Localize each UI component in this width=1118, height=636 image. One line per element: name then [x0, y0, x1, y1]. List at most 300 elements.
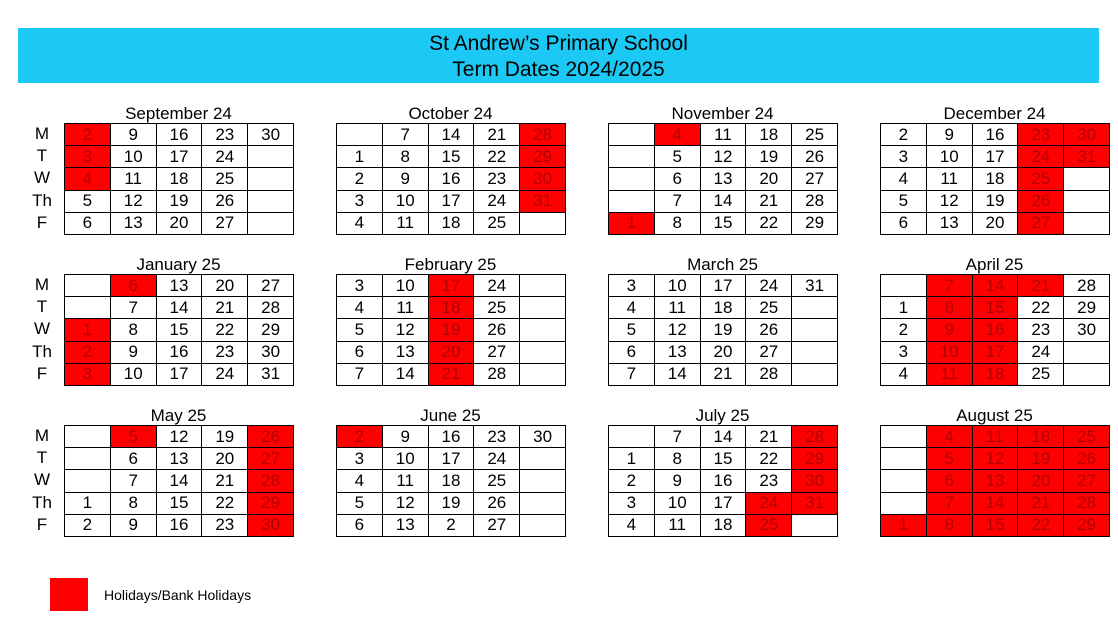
week-row: [609, 275, 838, 297]
date-cell: 5: [65, 190, 111, 212]
date-cell: [881, 448, 927, 470]
date-cell: 16: [972, 124, 1018, 146]
week-row: [609, 426, 838, 448]
holiday-date-cell: 19: [1018, 448, 1064, 470]
holiday-date-cell: 28: [520, 124, 566, 146]
month-calendar: [64, 404, 293, 537]
holiday-date-cell: 14: [972, 275, 1018, 297]
date-cell: 20: [972, 212, 1018, 234]
month-title: November 24: [671, 104, 774, 123]
month-calendar: [608, 404, 837, 537]
date-cell: [1064, 212, 1110, 234]
date-cell: 29: [1064, 297, 1110, 319]
week-row: [609, 168, 838, 190]
week-row: [65, 124, 294, 146]
date-cell: 17: [700, 492, 746, 514]
date-cell: [609, 124, 655, 146]
holiday-date-cell: 11: [926, 363, 972, 385]
date-cell: [520, 514, 566, 536]
date-cell: [248, 212, 294, 234]
date-cell: 12: [110, 190, 156, 212]
date-cell: 12: [654, 319, 700, 341]
date-cell: 8: [110, 492, 156, 514]
date-cell: 18: [746, 124, 792, 146]
date-cell: [792, 363, 838, 385]
date-cell: 18: [700, 514, 746, 536]
date-cell: [65, 470, 111, 492]
weekday-label: M: [34, 275, 50, 294]
week-row: [609, 319, 838, 341]
week-row: [65, 514, 294, 536]
week-row: [881, 341, 1110, 363]
week-row: [337, 212, 566, 234]
date-cell: [792, 514, 838, 536]
date-cell: 5: [654, 146, 700, 168]
date-cell: 11: [382, 297, 428, 319]
date-cell: 11: [700, 124, 746, 146]
date-cell: 22: [202, 492, 248, 514]
date-cell: [881, 492, 927, 514]
date-cell: 13: [156, 275, 202, 297]
date-cell: 3: [609, 492, 655, 514]
date-cell: 26: [792, 146, 838, 168]
date-cell: 17: [972, 146, 1018, 168]
date-cell: 2: [881, 319, 927, 341]
month-calendar: [608, 102, 837, 235]
month-table: [64, 425, 294, 537]
holiday-date-cell: 23: [1018, 124, 1064, 146]
holiday-date-cell: 20: [428, 341, 474, 363]
week-row: [609, 190, 838, 212]
month-calendar: [336, 102, 565, 235]
date-cell: 17: [156, 146, 202, 168]
holiday-date-cell: 19: [428, 319, 474, 341]
month-title: September 24: [125, 104, 232, 123]
holiday-date-cell: 31: [520, 190, 566, 212]
week-row: [65, 275, 294, 297]
date-cell: 6: [337, 514, 383, 536]
holiday-date-cell: 13: [972, 470, 1018, 492]
weekday-label: F: [36, 212, 48, 232]
holiday-date-cell: 25: [1064, 426, 1110, 448]
date-cell: 7: [382, 124, 428, 146]
holiday-date-cell: 27: [248, 448, 294, 470]
date-cell: 10: [926, 146, 972, 168]
date-cell: [65, 275, 111, 297]
date-cell: 1: [881, 297, 927, 319]
week-row: [609, 124, 838, 146]
week-row: [337, 426, 566, 448]
month-table: [336, 274, 566, 386]
month-table: [336, 425, 566, 537]
week-row: [65, 168, 294, 190]
date-cell: 16: [428, 168, 474, 190]
legend-label: Holidays/Bank Holidays: [104, 587, 252, 603]
week-row: [337, 470, 566, 492]
weekday-label: M: [34, 124, 50, 143]
date-cell: 12: [156, 426, 202, 448]
date-cell: 13: [382, 341, 428, 363]
date-cell: 28: [746, 363, 792, 385]
date-cell: 26: [474, 319, 520, 341]
week-row: [65, 426, 294, 448]
holiday-date-cell: 2: [65, 341, 111, 363]
holiday-date-cell: 8: [926, 514, 972, 536]
date-cell: 25: [474, 212, 520, 234]
date-cell: [520, 275, 566, 297]
holiday-date-cell: 6: [110, 275, 156, 297]
month-table: [880, 274, 1110, 386]
date-cell: 7: [654, 190, 700, 212]
week-row: [337, 363, 566, 385]
date-cell: 2: [609, 470, 655, 492]
week-row: [881, 514, 1110, 536]
weekday-label: Th: [32, 341, 52, 361]
holiday-date-cell: 22: [1018, 514, 1064, 536]
date-cell: [609, 168, 655, 190]
date-cell: 6: [654, 168, 700, 190]
legend-holiday-swatch: [50, 578, 88, 611]
holiday-date-cell: 28: [792, 426, 838, 448]
date-cell: 3: [881, 341, 927, 363]
month-title: June 25: [420, 406, 481, 425]
month-title: January 25: [136, 255, 221, 274]
date-cell: 9: [654, 470, 700, 492]
date-cell: [520, 363, 566, 385]
date-cell: 19: [746, 146, 792, 168]
week-row: [609, 470, 838, 492]
weekday-label: M: [34, 426, 50, 445]
date-cell: 5: [337, 319, 383, 341]
holiday-date-cell: 7: [926, 275, 972, 297]
date-cell: 19: [700, 319, 746, 341]
date-cell: 14: [428, 124, 474, 146]
holiday-date-cell: 3: [65, 363, 111, 385]
date-cell: 6: [110, 448, 156, 470]
date-cell: 18: [428, 212, 474, 234]
date-cell: 4: [881, 168, 927, 190]
date-cell: 20: [700, 341, 746, 363]
date-cell: [792, 341, 838, 363]
holiday-date-cell: 30: [248, 514, 294, 536]
weekday-label: F: [36, 514, 48, 534]
date-cell: [881, 470, 927, 492]
weekday-labels: [22, 425, 62, 536]
date-cell: 23: [202, 341, 248, 363]
date-cell: 14: [382, 363, 428, 385]
date-cell: 14: [156, 297, 202, 319]
date-cell: 25: [202, 168, 248, 190]
date-cell: 16: [428, 426, 474, 448]
date-cell: 1: [609, 448, 655, 470]
date-cell: 27: [474, 514, 520, 536]
holiday-date-cell: 21: [428, 363, 474, 385]
date-cell: 24: [1018, 341, 1064, 363]
month-calendar: [880, 404, 1109, 537]
holiday-date-cell: 4: [65, 168, 111, 190]
holiday-date-cell: 9: [926, 319, 972, 341]
date-cell: 27: [248, 275, 294, 297]
week-row: [337, 514, 566, 536]
date-cell: 24: [746, 275, 792, 297]
weekday-label: Th: [32, 492, 52, 512]
date-cell: [609, 146, 655, 168]
weekday-labels: [22, 274, 62, 385]
holiday-date-cell: 26: [1064, 448, 1110, 470]
date-cell: 7: [110, 297, 156, 319]
date-cell: 16: [156, 514, 202, 536]
holiday-date-cell: 14: [972, 492, 1018, 514]
month-calendar: [880, 102, 1109, 235]
date-cell: 9: [926, 124, 972, 146]
holiday-date-cell: 24: [1018, 146, 1064, 168]
date-cell: 17: [428, 190, 474, 212]
date-cell: 4: [881, 363, 927, 385]
holiday-date-cell: 11: [972, 426, 1018, 448]
date-cell: 18: [156, 168, 202, 190]
date-cell: 19: [428, 492, 474, 514]
month-table: [608, 274, 838, 386]
date-cell: 16: [156, 341, 202, 363]
week-row: [337, 275, 566, 297]
date-cell: 12: [926, 190, 972, 212]
week-row: [609, 363, 838, 385]
date-cell: 13: [700, 168, 746, 190]
holiday-date-cell: 1: [881, 514, 927, 536]
date-cell: 9: [382, 168, 428, 190]
month-title: July 25: [695, 406, 750, 425]
date-cell: 3: [337, 275, 383, 297]
date-cell: 19: [972, 190, 1018, 212]
date-cell: 3: [337, 190, 383, 212]
date-cell: 25: [746, 297, 792, 319]
date-cell: 21: [202, 470, 248, 492]
date-cell: 10: [654, 275, 700, 297]
date-cell: [792, 319, 838, 341]
date-cell: 6: [609, 341, 655, 363]
week-row: [65, 341, 294, 363]
month-table: [64, 123, 294, 235]
holiday-date-cell: 24: [746, 492, 792, 514]
date-cell: 21: [746, 190, 792, 212]
week-row: [65, 212, 294, 234]
date-cell: 30: [520, 426, 566, 448]
holiday-date-cell: 29: [520, 146, 566, 168]
weekday-label: T: [36, 146, 48, 166]
date-cell: 10: [110, 363, 156, 385]
date-cell: 5: [337, 492, 383, 514]
date-cell: 19: [156, 190, 202, 212]
date-cell: 27: [474, 341, 520, 363]
holiday-date-cell: 2: [65, 124, 111, 146]
date-cell: [881, 275, 927, 297]
week-row: [881, 492, 1110, 514]
holiday-date-cell: 30: [792, 470, 838, 492]
date-cell: 28: [248, 297, 294, 319]
holiday-date-cell: 20: [1018, 470, 1064, 492]
month-table: [64, 274, 294, 386]
date-cell: 17: [700, 275, 746, 297]
week-row: [609, 514, 838, 536]
holiday-date-cell: 15: [972, 297, 1018, 319]
week-row: [65, 470, 294, 492]
month-calendar: [64, 253, 293, 386]
month-table: [608, 123, 838, 235]
month-table: [880, 425, 1110, 537]
date-cell: 30: [1064, 319, 1110, 341]
week-row: [881, 190, 1110, 212]
page-subtitle: Term Dates 2024/2025: [452, 58, 665, 81]
date-cell: [520, 297, 566, 319]
date-cell: 9: [382, 426, 428, 448]
month-title: April 25: [965, 255, 1024, 274]
date-cell: [520, 212, 566, 234]
date-cell: 15: [428, 146, 474, 168]
date-cell: [609, 426, 655, 448]
date-cell: 18: [700, 297, 746, 319]
date-cell: 16: [156, 124, 202, 146]
holiday-date-cell: 17: [972, 341, 1018, 363]
date-cell: 30: [248, 341, 294, 363]
date-cell: 26: [474, 492, 520, 514]
date-cell: 15: [700, 448, 746, 470]
holiday-date-cell: 29: [1064, 514, 1110, 536]
date-cell: 27: [792, 168, 838, 190]
holiday-date-cell: 28: [1064, 492, 1110, 514]
date-cell: 29: [248, 319, 294, 341]
date-cell: [1064, 341, 1110, 363]
date-cell: 12: [700, 146, 746, 168]
date-cell: 21: [202, 297, 248, 319]
date-cell: 25: [474, 470, 520, 492]
date-cell: 23: [474, 426, 520, 448]
month-title: May 25: [150, 406, 207, 425]
date-cell: 4: [609, 514, 655, 536]
date-cell: 23: [474, 168, 520, 190]
holiday-date-cell: 12: [972, 448, 1018, 470]
date-cell: 13: [654, 341, 700, 363]
date-cell: 6: [337, 341, 383, 363]
date-cell: 2: [428, 514, 474, 536]
date-cell: 4: [609, 297, 655, 319]
week-row: [337, 124, 566, 146]
date-cell: 4: [337, 470, 383, 492]
date-cell: 23: [202, 124, 248, 146]
weekday-labels: [22, 123, 62, 234]
month-title: February 25: [404, 255, 497, 274]
week-row: [65, 319, 294, 341]
date-cell: 28: [792, 190, 838, 212]
holiday-date-cell: 27: [1018, 212, 1064, 234]
date-cell: 8: [382, 146, 428, 168]
date-cell: 7: [337, 363, 383, 385]
date-cell: 13: [382, 514, 428, 536]
week-row: [609, 492, 838, 514]
holiday-date-cell: 26: [1018, 190, 1064, 212]
date-cell: 16: [700, 470, 746, 492]
date-cell: 20: [202, 448, 248, 470]
holiday-date-cell: 28: [248, 470, 294, 492]
week-row: [881, 146, 1110, 168]
date-cell: 27: [746, 341, 792, 363]
date-cell: 12: [382, 492, 428, 514]
date-cell: 10: [382, 448, 428, 470]
week-row: [881, 297, 1110, 319]
date-cell: 5: [609, 319, 655, 341]
weekday-label: W: [33, 168, 51, 188]
date-cell: 22: [746, 212, 792, 234]
holiday-date-cell: 18: [428, 297, 474, 319]
holiday-date-cell: 25: [746, 514, 792, 536]
title-banner: [18, 28, 1099, 83]
holiday-date-cell: 31: [792, 492, 838, 514]
month-title: December 24: [943, 104, 1046, 123]
month-table: [336, 123, 566, 235]
date-cell: 9: [110, 124, 156, 146]
date-cell: 8: [110, 319, 156, 341]
date-cell: 6: [881, 212, 927, 234]
date-cell: 10: [110, 146, 156, 168]
week-row: [337, 297, 566, 319]
date-cell: 9: [110, 341, 156, 363]
date-cell: 11: [110, 168, 156, 190]
date-cell: [609, 190, 655, 212]
date-cell: 12: [382, 319, 428, 341]
holiday-date-cell: 25: [1018, 168, 1064, 190]
date-cell: 31: [248, 363, 294, 385]
date-cell: 15: [156, 492, 202, 514]
date-cell: [65, 448, 111, 470]
holiday-date-cell: 30: [1064, 124, 1110, 146]
date-cell: 10: [382, 275, 428, 297]
holiday-date-cell: 1: [609, 212, 655, 234]
holiday-date-cell: 18: [972, 363, 1018, 385]
date-cell: 3: [881, 146, 927, 168]
week-row: [65, 363, 294, 385]
date-cell: 10: [382, 190, 428, 212]
date-cell: 5: [881, 190, 927, 212]
date-cell: [792, 297, 838, 319]
date-cell: 2: [337, 168, 383, 190]
week-row: [337, 146, 566, 168]
week-row: [337, 492, 566, 514]
date-cell: 15: [156, 319, 202, 341]
weekday-label: T: [36, 297, 48, 317]
weekday-label: T: [36, 448, 48, 468]
date-cell: 21: [474, 124, 520, 146]
date-cell: 26: [746, 319, 792, 341]
date-cell: 8: [654, 448, 700, 470]
date-cell: 11: [382, 212, 428, 234]
date-cell: [520, 470, 566, 492]
month-table: [880, 123, 1110, 235]
date-cell: [520, 319, 566, 341]
week-row: [881, 124, 1110, 146]
holiday-date-cell: 4: [654, 124, 700, 146]
holiday-date-cell: 4: [926, 426, 972, 448]
week-row: [337, 341, 566, 363]
week-row: [881, 363, 1110, 385]
date-cell: 14: [654, 363, 700, 385]
date-cell: 24: [474, 190, 520, 212]
date-cell: 18: [428, 470, 474, 492]
date-cell: 31: [792, 275, 838, 297]
date-cell: 11: [654, 297, 700, 319]
date-cell: 23: [202, 514, 248, 536]
date-cell: 10: [654, 492, 700, 514]
date-cell: 1: [65, 492, 111, 514]
date-cell: 7: [110, 470, 156, 492]
